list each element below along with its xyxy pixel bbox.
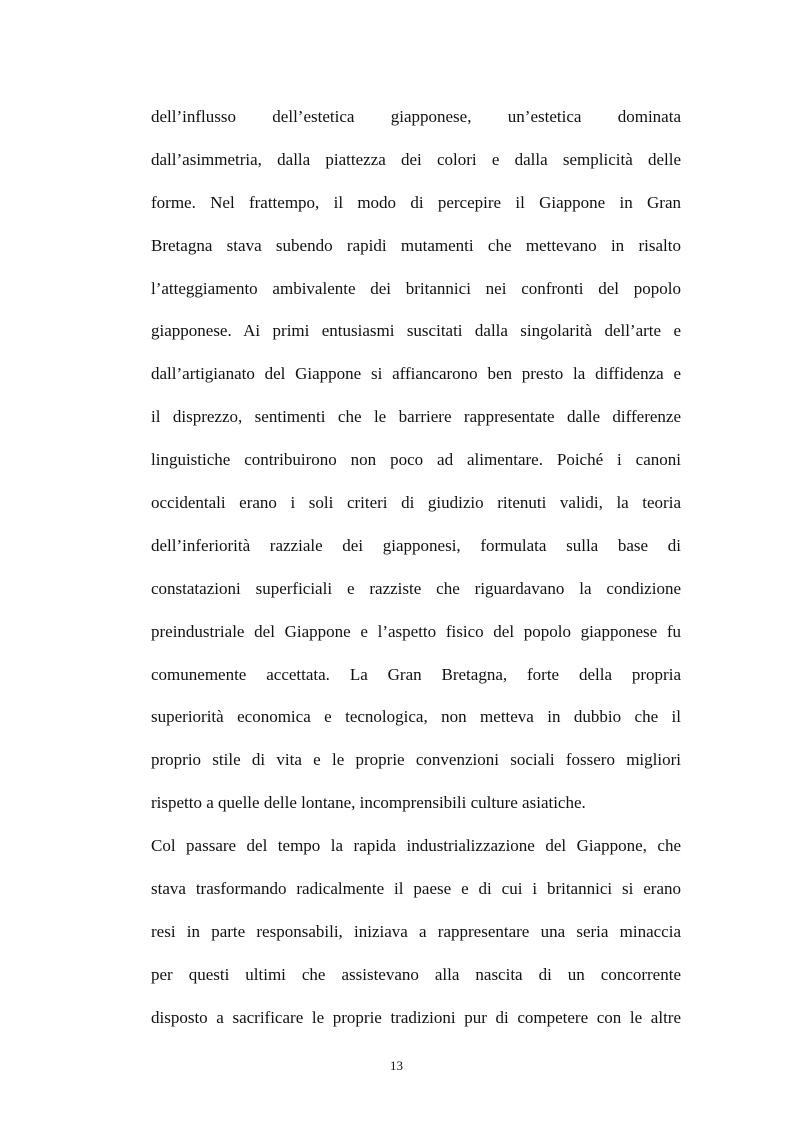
page-number: 13 bbox=[390, 1058, 403, 1073]
text-line: dall’artigianato del Giappone si affiancarono ben presto la diffidenza e bbox=[151, 364, 681, 384]
text-line: dell’influsso dell’estetica giapponese, un’estetica dominata bbox=[151, 107, 681, 126]
text-line: superiorità economica e tecnologica, non metteva in dubbio che il bbox=[151, 707, 681, 727]
text-line: constatazioni superficiali e razziste che riguardavano la condizione bbox=[151, 578, 681, 598]
text-line: per questi ultimi che assistevano alla nascita di un concorrente bbox=[151, 964, 681, 984]
text-line: disposto a sacrificare le proprie tradizioni pur di competere con le altre bbox=[151, 1007, 681, 1027]
text-line: linguistiche contribuirono non poco ad alimentare. Poiché i canoni bbox=[151, 450, 681, 470]
text-line: dall’asimmetria, dalla piattezza dei colori e dalla semplicità delle bbox=[151, 149, 681, 169]
text-line: stava trasformando radicalmente il paese e di cui i britannici si erano bbox=[151, 879, 681, 899]
text-line: forme. Nel frattempo, il modo di percepire il Giappone in Gran bbox=[151, 192, 681, 212]
text-line: resi in parte responsabili, iniziava a rappresentare una seria minaccia bbox=[151, 921, 681, 941]
body-text bbox=[151, 97, 681, 1041]
text-line: il disprezzo, sentimenti che le barriere rappresentate dalle differenze bbox=[151, 407, 681, 427]
text-line: preindustriale del Giappone e l’aspetto fisico del popolo giapponese fu bbox=[151, 621, 681, 641]
text-line: dell’inferiorità razziale dei giapponesi, formulata sulla base di bbox=[151, 535, 681, 555]
text-line: l’atteggiamento ambivalente dei britannici nei confronti del popolo bbox=[151, 278, 681, 298]
text-line: proprio stile di vita e le proprie convenzioni sociali fossero migliori bbox=[151, 750, 681, 770]
text-line: Col passare del tempo la rapida industrializzazione del Giappone, che bbox=[151, 836, 681, 856]
paragraph-end-line: rispetto a quelle delle lontane, incomprensibili culture asiatiche. bbox=[151, 793, 586, 813]
text-line: Bretagna stava subendo rapidi mutamenti che mettevano in risalto bbox=[151, 235, 681, 255]
text-line: occidentali erano i soli criteri di giudizio ritenuti validi, la teoria bbox=[151, 493, 681, 513]
text-line: comunemente accettata. La Gran Bretagna, forte della propria bbox=[151, 664, 681, 684]
text-line: giapponese. Ai primi entusiasmi suscitati dalla singolarità dell’arte e bbox=[151, 321, 681, 341]
